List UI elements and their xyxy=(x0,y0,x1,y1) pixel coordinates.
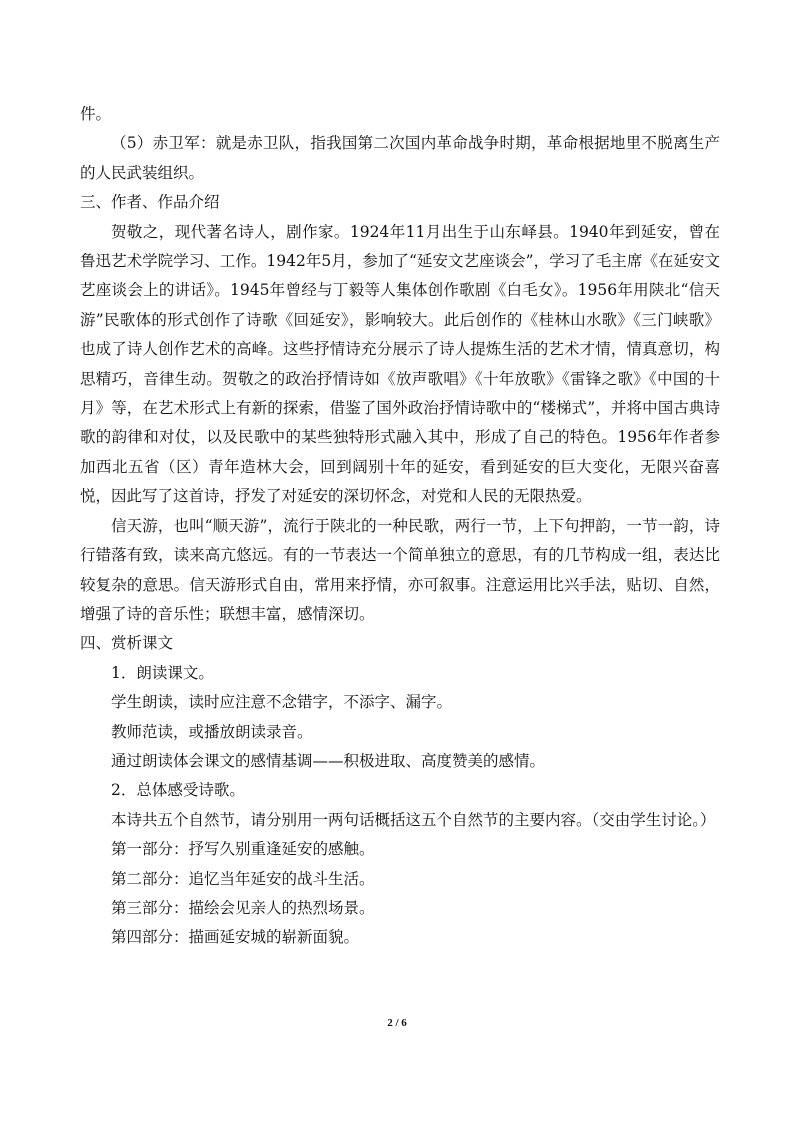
paragraph-student-reading: 学生朗读，读时应注意不念错字，不添字、漏字。 xyxy=(111,693,453,712)
section-heading-appreciation: 四、赏析课文 xyxy=(80,634,174,653)
paragraph-step-1: 1．朗读课文。 xyxy=(111,663,214,682)
paragraph-author-bio: 贺敬之，现代著名诗人，剧作家。1924年11月出生于山东峄县。1940年到延安，曾在鲁迅艺术学院学习、工作。1942年5月，参加了“延安文艺座谈会”，学习了毛主席《在延安文艺座谈会上的讲话》。1945年曾经与丁毅等人集体创作歌剧《白毛女》。1956年用陕北“信天游”民歌体的形式创作了诗歌《回延安》，影响较大。此后创作的《桂林山水歌》《三门峡歌》也成了诗人创作艺术的高峰。这些抒情诗充分展示了诗人提炼生活的艺术才情，情真意切，构思精巧，音律生动。贺敬之的政治抒情诗如《放声歌唱》《十年放歌》《雷锋之歌》《中国的十月》等，在艺术形式上有新的探索，借鉴了国外政治抒情诗歌中的“楼梯式”，并将中国古典诗歌的韵律和对仗，以及民歌中的某些独特形式融入其中，形成了自己的特色。1956年作者参加西北五省（区）青年造林大会，回到阔别十年的延安，看到延安的巨大变化，无限兴奋喜悦，因此写了这首诗，抒发了对延安的深切怀念，对党和人民的无限热爱。 xyxy=(80,222,720,506)
paragraph-teacher-reading: 教师范读，或播放朗读录音。 xyxy=(111,722,313,741)
paragraph-note-5: （5）赤卫军：就是赤卫队，指我国第二次国内革命战争时期，革命根据地里不脱离生产的人民武装组织。 xyxy=(80,134,720,182)
paragraph-part-3: 第三部分：描绘会见亲人的热烈场景。 xyxy=(111,898,375,917)
paragraph-emotion-tone: 通过朗读体会课文的感情基调——积极进取、高度赞美的感情。 xyxy=(111,751,546,770)
page-number: 2 / 6 xyxy=(387,1017,407,1029)
paragraph-part-4: 第四部分：描画延安城的崭新面貌。 xyxy=(111,928,360,947)
paragraph-task: 本诗共五个自然节，请分别用一两句话概括这五个自然节的主要内容。（交由学生讨论。） xyxy=(111,810,716,829)
paragraph-part-1: 第一部分：抒写久别重逢延安的感触。 xyxy=(111,840,375,859)
document-body xyxy=(80,100,720,953)
paragraph-step-2: 2．总体感受诗歌。 xyxy=(111,781,245,800)
paragraph-xintianyou: 信天游，也叫“顺天游”，流行于陕北的一种民歌，两行一节，上下句押韵，一节一韵，诗行错落有致，读来高亢悠远。有的一节表达一个简单独立的意思，有的几节构成一组，表达比较复杂的意思。信天游形式自由，常用来抒情，亦可叙事。注意运用比兴手法，贴切、自然，增强了诗的音乐性；联想丰富，感情深切。 xyxy=(80,516,720,623)
section-heading-author: 三、作者、作品介绍 xyxy=(80,193,220,212)
paragraph-continuation: 件。 xyxy=(80,105,112,123)
paragraph-part-2: 第二部分：追忆当年延安的战斗生活。 xyxy=(111,869,375,888)
